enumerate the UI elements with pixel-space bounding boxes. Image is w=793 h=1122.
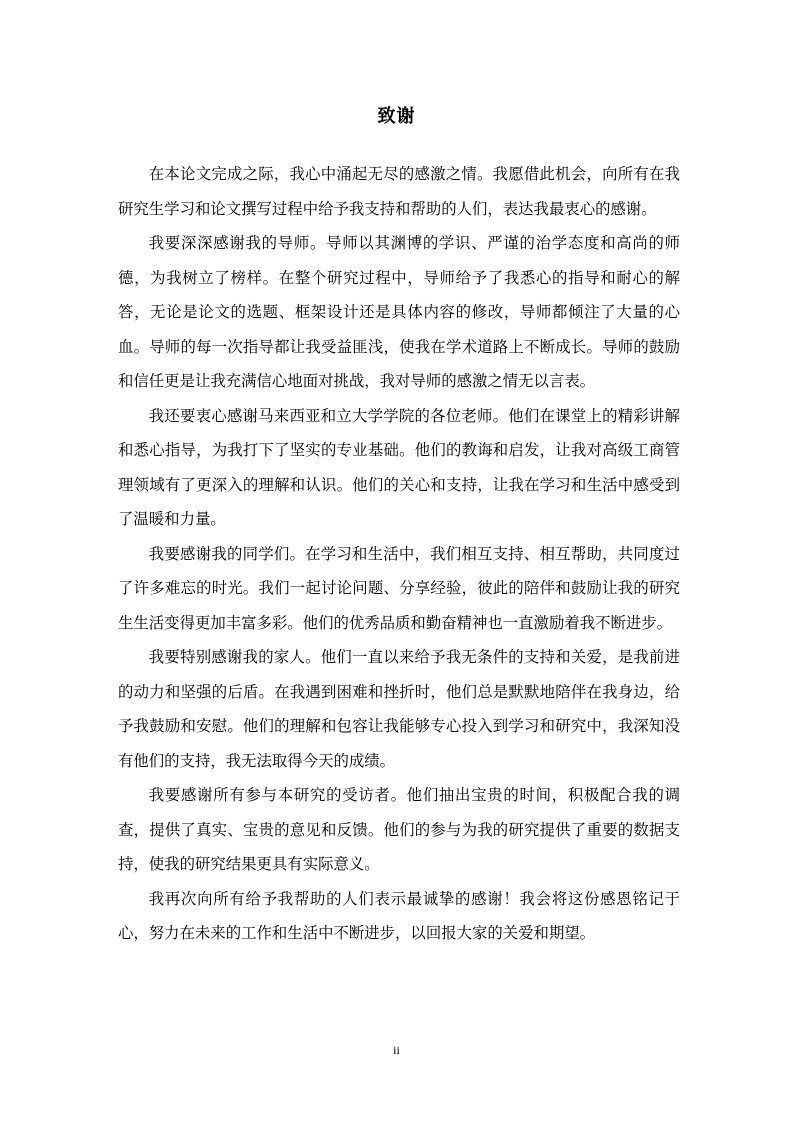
paragraph-3: 我还要衷心感谢马来西亚和立大学学院的各位老师。他们在课堂上的精彩讲解和悉心指导，为我打下了坚实的专业基础。他们的教诲和启发，让我对高级工商管理领域有了更深入的理解和认识。他们的关心和支持，让我在学习和生活中感受到了温暖和力量。	[118, 406, 680, 528]
paragraph-6: 我要感谢所有参与本研究的受访者。他们抽出宝贵的时间，积极配合我的调查，提供了真实、宝贵的意见和反馈。他们的参与为我的研究提供了重要的数据支持，使我的研究结果更具有实际意义。	[118, 786, 680, 873]
page-number: ii	[393, 1043, 400, 1057]
paragraph-2: 我要深深感谢我的导师。导师以其渊博的学识、严谨的治学态度和高尚的师德，为我树立了榜样。在整个研究过程中，导师给予了我悉心的指导和耐心的解答，无论是论文的选题、框架设计还是具体内容的修改，导师都倾注了大量的心血。导师的每一次指导都让我受益匪浅，使我在学术道路上不断成长。导师的鼓励和信任更是让我充满信心地面对挑战，我对导师的感激之情无以言表。	[118, 234, 680, 390]
paragraph-1: 在本论文完成之际，我心中涌起无尽的感激之情。我愿借此机会，向所有在我研究生学习和论文撰写过程中给予我支持和帮助的人们，表达我最衷心的感谢。	[118, 165, 680, 218]
paragraph-7: 我再次向所有给予我帮助的人们表示最诚挚的感谢！我会将这份感恩铭记于心，努力在未来的工作和生活中不断进步，以回报大家的关爱和期望。	[118, 889, 680, 942]
paragraph-5: 我要特别感谢我的家人。他们一直以来给予我无条件的支持和关爱，是我前进的动力和坚强的后盾。在我遇到困难和挫折时，他们总是默默地陪伴在我身边，给予我鼓励和安慰。他们的理解和包容让我能够专心投入到学习和研究中，我深知没有他们的支持，我无法取得今天的成绩。	[118, 648, 680, 770]
paragraph-4: 我要感谢我的同学们。在学习和生活中，我们相互支持、相互帮助，共同度过了许多难忘的时光。我们一起讨论问题、分享经验，彼此的陪伴和鼓励让我的研究生生活变得更加丰富多彩。他们的优秀品质和勤奋精神也一直激励着我不断进步。	[118, 544, 680, 632]
acknowledgement-body	[118, 157, 680, 951]
page-title: 致谢	[377, 106, 416, 127]
